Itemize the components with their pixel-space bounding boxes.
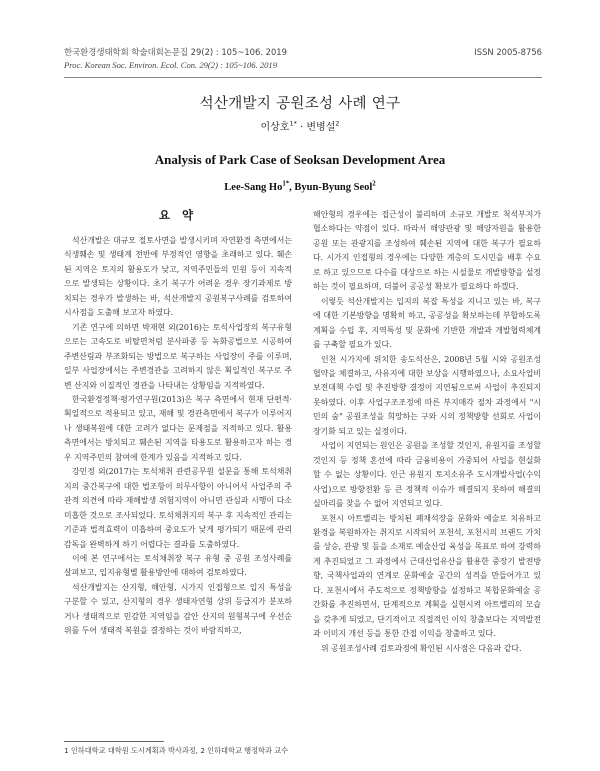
left-column <box>64 208 292 639</box>
body-paragraph: 기존 연구에 의하면 박재현 외(2016)는 토석사업장의 복구유형으로는 고속도로 비탈면처럼 분사파종 등 녹화공법으로 시공하여 주변산림과 부조화되는 방법으로 복구하는 사업장이 주를 이루며, 일부 사업장에서는 주변경관을 고려하지 않은 획일적인 복구로 주변 산지와 이질적인 경관을 나타내는 상황임을 지적하였다. <box>64 322 292 390</box>
body-paragraph: 위 공원조성사례 검토과정에 확인된 시사점은 다음과 같다. <box>321 643 522 653</box>
body-paragraph: 석산개발은 대규모 절토사면을 발생시키며 자연환경 측면에서는 식생훼손 및 생태계 전반에 부정적인 영향을 초래하고 있다. 훼손된 지역은 토지의 활용도가 낮고, 지역주민들의 민원 등이 지속적으로 발생되는 상황이다. 초기 복구가 어려운 경우 장기과제로 방치되는 경우가 발생하는 바, 석산개발지 공원복구사례를 검토하여 시사점을 도출해 보고자 하였다. <box>64 236 292 318</box>
running-head <box>64 46 542 72</box>
body-paragraph: 포천시 아트밸리는 방치된 폐채석장을 문화와 예술로 치유하고 환경을 복원하자는 취지로 시작되어 포천석, 포천시의 브랜드 가치를 상승, 관광 및 돌을 소재로 예술산업 육성을 목표로 하여 강력하게 추진되었고 그 과정에서 근대산업유산을 활용한 중장기 발전방향, 국책사업과의 연계로 문화예술 공간의 성격을 만들어가고 있다. 포천시에서 주도적으로 정책방향을 설정하고 복합문화예술 공간화를 추진하면서, 단계적으로 계획을 실현시켜 아트밸리의 모습을 갖추게 되었고, 단기적이고 직접적인 이익 창출보다는 지역발전과 이미지 개선 등을 통한 간접 이익을 창출하고 있다. <box>313 513 541 639</box>
body-paragraph: 석산개발지는 산지형, 해안형, 시가지 인접형으로 입지 특성을 구분할 수 있고, 산지형의 경우 생태자연형 상위 등급지가 분포하거나 생태적으로 민감한 지역임을 감안 산지의 원형복구에 우선순위를 두어 생태적 복원을 결정하는 것이 바람직하고, <box>64 582 292 636</box>
footnote: 1 인하대학교 대학원 도시계획과 박사과정, 2 인하대학교 행정학과 교수 <box>64 746 289 755</box>
journal-citation-en: Proc. Korean Soc. Environ. Ecol. Con. 29(2) : 105~106. 2019 <box>64 60 278 70</box>
body-paragraph: 이에 본 연구에서는 토석채취장 복구 유형 중 공원 조성사례를 살펴보고, 입지유형별 활용방안에 대하여 검토하였다. <box>64 553 292 578</box>
journal-citation-kr: 한국환경생태학회 학술대회논문집 29(2) : 105~106. 2019 <box>64 47 287 57</box>
right-column <box>313 208 541 656</box>
title-english: Analysis of Park Case of Seoksan Development Area <box>154 152 446 167</box>
author-separator: · <box>296 122 307 133</box>
author-2-en: Byun-Byung Seol <box>294 182 373 193</box>
header-divider <box>64 77 542 78</box>
body-paragraph: 강민정 외(2017)는 토석채취 관련공무원 설문을 통해 토석채취지의 중간복구에 대한 법조항이 의무사항이 아니어서 사업주의 주관적 의견에 따라 재해발생 위험지역이 아니면 관심과 시행이 다소 미흡한 것으로 조사되었다. 토석채취지의 복구 후 지속적인 관리는 기준과 법적효력이 미흡하여 중요도가 낮게 평가되기 때문에 관리감독을 완벽하게 하기 어렵다는 결과를 도출하였다. <box>64 467 292 549</box>
title-korean: 석산개발지 공원조성 사례 연구 <box>199 96 401 112</box>
body-paragraph: 이렇듯 석산개발지는 입지의 복잡 특성을 지니고 있는 바, 복구에 대한 기본방향을 명확히 하고, 공공성을 확보하는데 부합하도록 계획을 수립 후, 지역특성 및 문화에 기반한 개발과 개발협력체계를 구축할 필요가 있다. <box>313 296 541 350</box>
body-paragraph: 한국환경정책·평가연구원(2013)은 복구 측면에서 현재 단편적·획일적으로 적용되고 있고, 재해 및 경관측면에서 복구가 이루어지나 생태복원에 대한 고려가 없다는 문제점을 지적하고 있다. 활용측면에서는 방치되고 훼손된 지역을 타용도로 활용하고자 하는 경우 지역주민의 참여에 한계가 있음을 지적하고 있다. <box>64 394 292 462</box>
authors-korean <box>0 118 600 133</box>
author-en-separator: , <box>289 182 295 193</box>
issn-label: ISSN 2005-8756 <box>474 47 542 57</box>
abstract-heading: 요 약 <box>158 208 198 222</box>
author-1-en: Lee-Sang Ho <box>224 182 283 193</box>
author-2-kr: 변병설 <box>306 122 336 133</box>
author-1-mark: 1* <box>289 119 297 128</box>
author-2-mark: 2 <box>335 119 340 128</box>
footnote-divider <box>64 741 164 742</box>
author-1-kr: 이상호 <box>260 122 290 133</box>
body-paragraph: 해안형의 경우에는 접근성이 불리하며 소규모 개발로 척석부지가 협소하다는 약점이 있다. 따라서 해양관광 및 해양자원을 활용한 공원 또는 관광지를 조성하여 훼손된 지역에 대한 복구가 필요하다. 시가지 인접형의 경우에는 다양한 계층의 도시민을 배후 수요로 하고 있으므로 다수를 대상으로 하는 시설물로 개발방향을 설정하는 것이 필요하며, 더불어 공공성 확보가 필요하다 하겠다. <box>313 210 541 292</box>
body-paragraph: 사업이 지연되는 원인은 공원을 조성할 것인지, 유원지를 조성할 것인지 등 정책 혼선에 따라 금융비용이 가중되어 사업을 현실화 할 수 없는 상황이다. 인근 유원지 토지소유주 도시개발사업(수익사업)으로 방향전환 등 큰 정책적 이슈가 해결되지 못하여 해결의 실마리를 찾을 수 없어 지연되고 있다. <box>313 441 541 509</box>
author-2-en-mark: 2 <box>372 180 376 188</box>
body-paragraph: 인천 시가지에 위치한 송도석산은, 2008년 5월 시와 공원조성 협약을 체결하고, 사유지에 대한 보상을 시행하였으나, 소요사업비 보전대책 수립 및 추진방향 결정이 지연됨으로써 사업이 추진되지 못하였다. 이후 사업구조조정에 따른 부지매각 절차 과정에서 "시민의 숲" 공원조성을 희망하는 구와 시의 정책방향 선회로 사업이 장기화 되고 있는 실정이다. <box>313 354 541 436</box>
author-1-en-mark: 1* <box>282 180 290 188</box>
authors-english <box>0 182 600 193</box>
